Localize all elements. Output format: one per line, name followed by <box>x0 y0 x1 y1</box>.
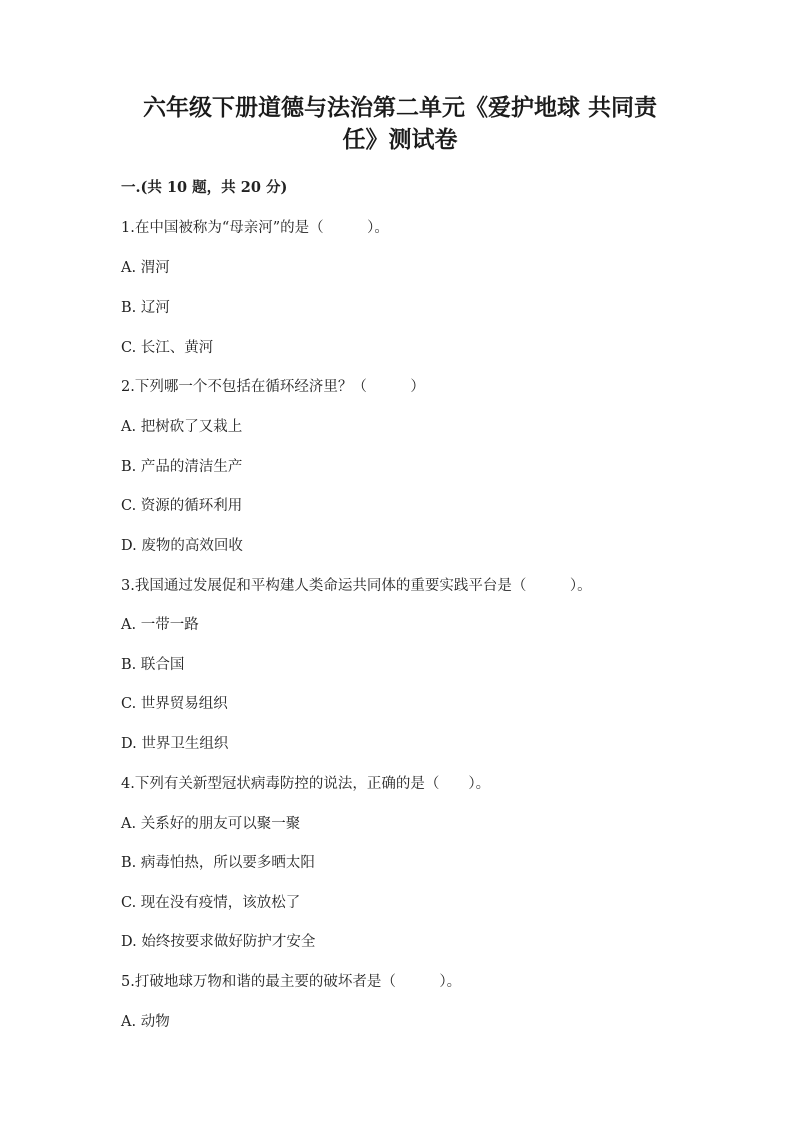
question-5-option-a: A. 动物 <box>121 1014 170 1030</box>
title-line-1: 六年级下册道德与法治第二单元《爱护地球 共同责 <box>142 94 657 121</box>
question-3-stem: 3.我国通过发展促和平构建人类命运共同体的重要实践平台是（ ）。 <box>121 578 592 594</box>
section-heading: 一.(共 10 题，共 20 分) <box>121 179 288 196</box>
question-4-option-d: D. 始终按要求做好防护才安全 <box>121 934 316 950</box>
question-3-option-d: D. 世界卫生组织 <box>121 736 229 752</box>
question-1-option-b: B. 辽河 <box>121 300 170 316</box>
question-1-option-c: C. 长江、黄河 <box>121 340 214 356</box>
question-1-option-a: A. 渭河 <box>121 260 170 276</box>
question-4-option-b: B. 病毒怕热，所以要多晒太阳 <box>121 855 315 871</box>
document-title <box>100 92 700 156</box>
question-1-stem: 1.在中国被称为“母亲河”的是（ ）。 <box>121 220 389 236</box>
question-2-stem: 2.下列哪一个不包括在循环经济里？（ ） <box>121 379 425 395</box>
question-2-option-a: A. 把树砍了又栽上 <box>121 419 243 435</box>
question-5-stem: 5.打破地球万物和谐的最主要的破坏者是（ ）。 <box>121 974 462 990</box>
question-2-option-b: B. 产品的清洁生产 <box>121 459 243 475</box>
question-3-option-c: C. 世界贸易组织 <box>121 696 228 712</box>
title-line-2: 任》测试卷 <box>342 126 458 153</box>
question-2-option-d: D. 废物的高效回收 <box>121 538 243 554</box>
question-4-stem: 4.下列有关新型冠状病毒防控的说法，正确的是（ ）。 <box>121 776 491 792</box>
question-4-option-a: A. 关系好的朋友可以聚一聚 <box>121 816 301 832</box>
question-3-option-a: A. 一带一路 <box>121 617 199 633</box>
question-2-option-c: C. 资源的循环利用 <box>121 498 243 514</box>
question-4-option-c: C. 现在没有疫情，该放松了 <box>121 895 301 911</box>
question-3-option-b: B. 联合国 <box>121 657 185 673</box>
